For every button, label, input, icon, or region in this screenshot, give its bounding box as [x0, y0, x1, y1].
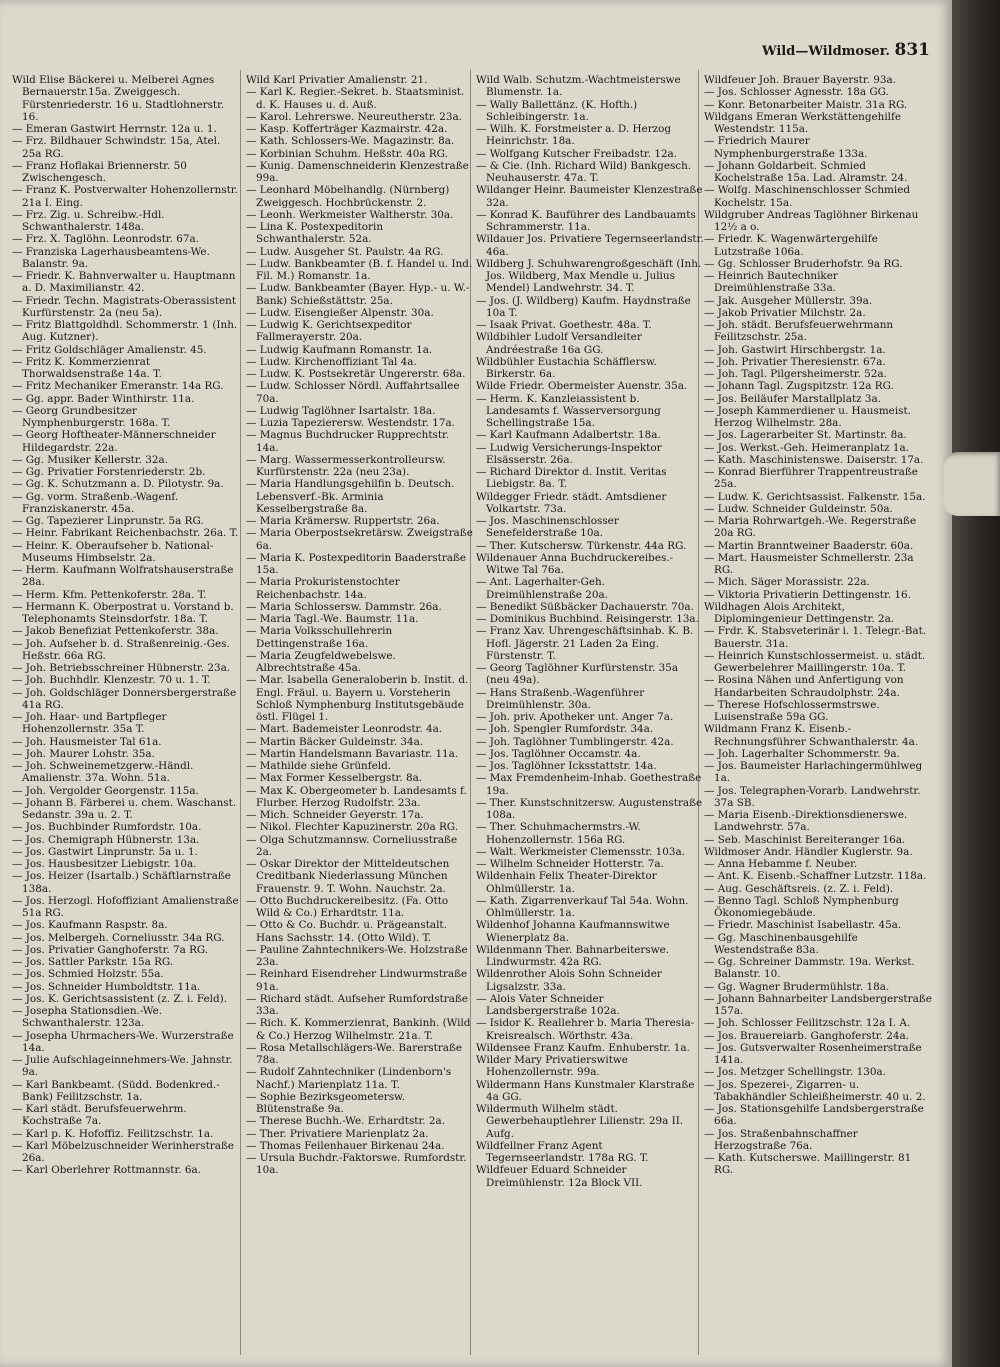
directory-entry: — Frz. Zig. u. Schreibw.-Hdl. Schwanthalerstr. 148a. — [12, 208, 165, 233]
directory-entry: — Frz. X. Taglöhn. Leonrodstr. 67a. — [12, 233, 200, 246]
directory-entry: — Maria Handlungsgehilfin b. Deutsch. Lebensverf.-Bk. Arminia Kesselbergstraße 8a. — [246, 478, 455, 515]
directory-entry: — Leonhard Möbelhandlg. (Nürnberg) Zweiggesch. Hochbrückenstr. 2. — [246, 184, 450, 209]
directory-entry: Wildmoser Andr. Händler Kuglerstr. 9a. — [704, 845, 913, 858]
directory-entry: Wildfeuer Eduard Schneider Dreimühlenstr. 12a Block VII. — [476, 1164, 643, 1189]
directory-entry: — Leonh. Werkmeister Waltherstr. 30a. — [246, 208, 454, 221]
column-divider — [240, 70, 241, 1355]
directory-entry: — Luzia Tapezierersw. Westendstr. 17a. — [246, 417, 455, 429]
directory-entry: — Ludwig Versicherungs-Inspektor Elsässerstr. 26a. — [476, 441, 662, 466]
directory-entry: — Ther. Privatiere Marienplatz 2a. — [246, 1127, 429, 1140]
directory-entry: — Therese Buchh.-We. Erhardtstr. 2a. — [246, 1115, 446, 1128]
directory-entry: Wildenauer Anna Buchdruckereibes.-Witwe Tal 76a. — [476, 551, 674, 576]
directory-entry: — Joh. Tagl. Pilgersheimerstr. 52a. — [704, 368, 887, 380]
directory-entry: — Frz. Bildhauer Schwindstr. 15a, Atel. 25a RG. — [12, 135, 221, 160]
directory-entry: — Georg Taglöhner Kurfürstenstr. 35a (neu 49a). — [476, 662, 679, 687]
directory-entry: — Joh. Taglöhner Tumblingerstr. 42a. — [476, 735, 674, 748]
directory-entry: — Joh. Spengler Rumfordstr. 34a. — [476, 723, 654, 736]
directory-entry: — Viktoria Privatierin Dettingenstr. 16. — [704, 588, 911, 601]
directory-entry: — Johann Goldarbeit. Schmied Kochelstraße 15a. Lad. Alramstr. 24. — [704, 159, 908, 184]
directory-entry: Wildegger Friedr. städt. Amtsdiener Volkartstr. 73a. — [476, 490, 667, 515]
directory-entry: — Joh. Hausmeister Tal 61a. — [12, 735, 162, 748]
directory-entry: — Kunig. Damenschneiderin Klenzestraße 99a. — [246, 159, 469, 184]
directory-entry: — Walt. Werkmeister Clemensstr. 103a. — [476, 845, 685, 858]
directory-entry: — Jos. Heizer (Isartalb.) Schäftlarnstraße 138a. — [12, 870, 231, 895]
directory-entry: — Heinr. Fabrikant Reichenbachstr. 26a. T. — [12, 527, 239, 540]
directory-entry: — Ludw. Ausgeher St. Paulstr. 4a RG. — [246, 245, 444, 258]
directory-entry: — Josepha Stationsdien.-We. Schwanthalerstr. 123a. — [12, 1005, 163, 1030]
page-tab — [942, 452, 1000, 516]
directory-entry: — Joh. städt. Berufsfeuerwehrmann Feilitzschstr. 25a. — [704, 319, 894, 344]
directory-entry: — Jak. Ausgeher Müllerstr. 39a. — [704, 294, 873, 307]
directory-entry: — Therese Hofschlossermstrswe. Luisenstraße 59a GG. — [704, 698, 880, 723]
directory-entry: — Jos. Schmied Holzstr. 55a. — [12, 968, 164, 981]
directory-entry: — Karl Möbelzuschneider Werinherstraße 26a. — [12, 1139, 235, 1164]
directory-entry: Wildermann Hans Kunstmaler Klarstraße 4a GG. — [476, 1078, 695, 1103]
directory-entry: — Richard städt. Aufseher Rumfordstraße 33a. — [246, 992, 469, 1017]
directory-entry: — Ther. Kutschersw. Türkenstr. 44a RG. — [476, 539, 687, 552]
directory-entry: — Wilhelm Schneider Hotterstr. 7a. — [476, 858, 664, 870]
directory-entry: — Joh. Goldschläger Donnersbergerstraße 41a RG. — [12, 686, 237, 711]
directory-entry: — Gg. Schlosser Bruderhofstr. 9a RG. — [704, 257, 903, 270]
directory-entry: Wild Walb. Schutzm.-Wachtmeisterswe Blumenstr. 1a. — [476, 74, 681, 99]
directory-entry: — Josepha Uhrmachers-We. Wurzerstraße 14a. — [12, 1029, 234, 1054]
directory-entry: — Mart. Bademeister Leonrodstr. 4a. — [246, 723, 443, 736]
directory-entry: — Johann Bahnarbeiter Landsbergerstraße 157a. — [704, 992, 932, 1017]
directory-entry: Wildhagen Alois Architekt, Diplomingenieur Dettingenstr. 2a. — [704, 600, 895, 625]
directory-entry: — Konr. Betonarbeiter Maistr. 31a RG. — [704, 98, 908, 111]
directory-entry: — Jos. Straßenbahnschaffner Herzogstraße 76a. — [704, 1127, 858, 1152]
directory-entry: — Jos. Taglöhner Icksstattstr. 14a. — [476, 760, 657, 772]
directory-entry: — Jos. K. Gerichtsassistent (z. Z. i. Feld). — [12, 992, 228, 1005]
directory-entry: — Ludw. Schneider Guldeinstr. 50a. — [704, 502, 893, 515]
directory-entry: — Maria Prokuristenstochter Reichenbachstr. 14a. — [246, 576, 400, 601]
directory-entry: — Mar. Isabella Generaloberin b. Instit. d. Engl. Fräul. u. Bayern u. Vorsteherin Schloß Nymphenburg Institutsgebäude östl. Flügel 1. — [246, 674, 469, 723]
directory-entry: — Thomas Feilenhauer Birkenau 24a. — [246, 1139, 445, 1152]
directory-entry: — Ther. Schuhmachermstrs.-W. Hohenzollernstr. 156a RG. — [476, 821, 641, 846]
directory-entry: — Joseph Kammerdiener u. Hausmeist. Herzog Wilhelmstr. 28a. — [704, 404, 911, 429]
directory-entry: — Jos. Schneider Humboldtstr. 11a. — [12, 980, 201, 993]
directory-entry: — Jos. Maschinenschlosser Senefelderstraße 10a. — [476, 515, 619, 540]
directory-entry: — Friedr. K. Bahnverwalter u. Hauptmann a. D. Maximilianstr. 42. — [12, 270, 236, 295]
directory-entry: — Kath. Kutscherswe. Maillingerstr. 81 RG. — [704, 1152, 912, 1177]
directory-entry: — Ther. Kunstschnitzersw. Augustenstraße 108a. — [476, 796, 703, 821]
directory-entry: — & Cie. (Inh. Richard Wild) Bankgesch. Neuhauserstr. 47a. T. — [476, 159, 692, 184]
directory-entry: — Franz K. Postverwalter Hohenzollernstr. 21a I. Eing. — [12, 184, 238, 209]
column-1 — [12, 74, 240, 1354]
directory-entry: — Jos. Kaufmann Raspstr. 8a. — [12, 919, 168, 932]
directory-entry: — Rosina Nähen und Anfertigung von Handarbeiten Schraudolphstr. 24a. — [704, 674, 904, 699]
directory-entry: — Ludw. K. Gerichtsassist. Falkenstr. 15a. — [704, 490, 926, 503]
running-title: Wild—Wildmoser. — [762, 44, 890, 59]
directory-entry: — Jos. Gastwirt Linprunstr. 5a u. 1. — [12, 845, 198, 858]
column-4 — [704, 74, 932, 1354]
directory-entry: — Ludw. Bankbeamter (Bayer. Hyp.- u. W.-Bank) Schießstättstr. 25a. — [246, 282, 470, 307]
directory-entry: — Maria Krämersw. Ruppertstr. 26a. — [246, 515, 440, 527]
directory-entry: — Gg. Tapezierer Linprunstr. 5a RG. — [12, 515, 204, 527]
directory-entry: — Rosa Metallschlägers-We. Barerstraße 78a. — [246, 1041, 463, 1066]
directory-entry: — Gg. appr. Bader Winthirstr. 11a. — [12, 392, 195, 405]
directory-entry: — Friedr. K. Wagenwärtergehilfe Lutzstraße 106a. — [704, 233, 878, 258]
directory-entry: — Jos. Stationsgehilfe Landsbergerstraße 66a. — [704, 1103, 924, 1128]
directory-entry: — Mich. Schneider Geyerstr. 17a. — [246, 809, 424, 821]
directory-entry: Wildfellner Franz Agent Tegernseerlandstr. 178a RG. T. — [476, 1139, 649, 1164]
directory-entry: Wildenmann Ther. Bahnarbeiterswe. Lindwurmstr. 42a RG. — [476, 943, 670, 968]
directory-entry: — Jakob Privatier Milchstr. 2a. — [704, 306, 866, 319]
directory-entry: — Jos. Melbergeh. Corneliusstr. 34a RG. — [12, 931, 225, 944]
directory-entry: — Kath. Maschinistenswe. Daiserstr. 17a. — [704, 453, 924, 466]
directory-entry: — Jos. Herzogl. Hofoffiziant Amalienstraße 51a RG. — [12, 894, 239, 919]
directory-entry: — Heinrich Kunstschlossermeist. u. städt. Gewerbelehrer Maillingerstr. 10a. T. — [704, 649, 926, 674]
directory-entry: — Ludw. Schlosser Nördl. Auffahrtsallee 70a. — [246, 380, 460, 405]
directory-entry: — Jos. Sattler Parkstr. 15a RG. — [12, 956, 174, 968]
directory-entry: — Seb. Maschinist Bereiteranger 16a. — [704, 833, 906, 846]
directory-entry: — Friedr. Techn. Magistrats-Oberassistent Kurfürstenstr. 2a (neu 5a). — [12, 294, 236, 319]
directory-entry: — Jos. Telegraphen-Vorarb. Landwehrstr. 37a SB. — [704, 784, 921, 809]
directory-entry: — Wilh. K. Forstmeister a. D. Herzog Heinrichstr. 18a. — [476, 123, 672, 148]
directory-entry: — Jos. Buchbinder Rumfordstr. 10a. — [12, 821, 202, 834]
directory-entry: — Kasp. Kofferträger Kazmairstr. 42a. — [246, 123, 448, 135]
directory-entry: — Ludwig Taglöhner Isartalstr. 18a. — [246, 404, 436, 417]
directory-entry: Wildberg J. Schuhwarengroßgeschäft (Inh. Jos. Wildberg, Max Mendle u. Julius Mendel) Landwehrstr. 34. T. — [476, 257, 702, 295]
directory-entry: — Nikol. Flechter Kapuzinerstr. 20a RG. — [246, 821, 458, 834]
directory-entry: — Jos. Lagerarbeiter St. Martinstr. 8a. — [704, 429, 907, 442]
directory-entry: — Heinrich Bautechniker Dreimühlenstraße 33a. — [704, 270, 838, 295]
directory-entry: — Lina K. Postexpeditorin Schwanthalerstr. 52a. — [246, 221, 384, 246]
directory-entry: — Fritz K. Kommerzienrat Thorwaldsenstraße 14a. T. — [12, 355, 162, 380]
directory-entry: — Jakob Benefiziat Pettenkoferstr. 38a. — [12, 625, 219, 638]
directory-entry: — Hermann K. Oberpostrat u. Vorstand b. Telephonamts Steinsdorfstr. 18a. T. — [12, 600, 234, 625]
directory-entry: Wildauer Jos. Privatiere Tegernseerlandstr. 46a. — [476, 233, 704, 258]
directory-entry: — Max K. Obergeometer b. Landesamts f. Flurber. Herzog Rudolfstr. 23a. — [246, 784, 467, 809]
directory-entry: Wildbühler Eustachia Schäfflersw. Birkerstr. 6a. — [476, 355, 657, 380]
directory-entry: — Karol. Lehrerswe. Neureutherstr. 23a. — [246, 110, 462, 123]
directory-entry: Wildenhain Felix Theater-Direktor Ohlmüllerstr. 1a. — [476, 870, 657, 895]
page-header — [700, 38, 930, 64]
directory-entry: — Joh. Privatier Theresienstr. 67a. — [704, 355, 886, 368]
directory-entry: — Joh. Aufseher b. d. Straßenreinig.-Ges. Heßstr. 66a RG. — [12, 637, 230, 662]
directory-entry: Wild Elise Bäckerei u. Melberei Agnes Bernauerstr.15a. Zweiggesch. Fürstenriederstr. 16 u. Stadtlohnerstr. 16. — [12, 74, 225, 123]
directory-entry: — Reinhard Eisendreher Lindwurmstraße 91a. — [246, 968, 468, 993]
directory-entry: — Mich. Säger Morassistr. 22a. — [704, 576, 870, 589]
directory-entry: — Magnus Buchdrucker Rupprechtstr. 14a. — [246, 429, 450, 454]
directory-entry: — Johann B. Färberei u. chem. Waschanst. Sedanstr. 39a u. 2. T. — [12, 796, 237, 821]
directory-entry: — Otto & Co. Buchdr. u. Prägeanstalt. Hans Sachsstr. 14. (Otto Wild). T. — [246, 919, 447, 944]
directory-entry: — Gg. Privatier Forstenriederstr. 2b. — [12, 466, 206, 478]
directory-entry: — Ant. Lagerhalter-Geh. Dreimühlenstraße 20a. — [476, 576, 608, 601]
directory-entry: — Karl Bankbeamt. (Südd. Bodenkred.-Bank) Feilitzschstr. 1a. — [12, 1078, 220, 1103]
directory-entry: — Karl K. Regier.-Sekret. b. Staatsminist. d. K. Hauses u. d. Auß. — [246, 86, 465, 111]
directory-entry: — Otto Buchdruckereibesitz. (Fa. Otto Wild & Co.) Erhardtstr. 11a. — [246, 894, 449, 919]
directory-entry: — Maria Volksschullehrerin Dettingenstraße 16a. — [246, 625, 393, 650]
directory-entry: — Benedikt Süßbäcker Dachauerstr. 70a. — [476, 600, 694, 613]
directory-entry: — Isidor K. Reallehrer b. Maria Theresia-Kreisrealsch. Wörthstr. 43a. — [476, 1017, 695, 1042]
directory-entry: — Konrad K. Bauführer des Landbauamts Schrammerstr. 11a. — [476, 208, 696, 233]
directory-entry: Wildgruber Andreas Taglöhner Birkenau 12½ a o. — [704, 208, 919, 233]
directory-entry: — Rich. K. Kommerzienrat, Bankinh. (Wild & Co.) Herzog Wilhelmstr. 21a. T. — [246, 1017, 471, 1042]
directory-entry: — Jos. Metzger Schellingstr. 130a. — [704, 1066, 886, 1079]
directory-entry: — Wolfgang Kutscher Freibadstr. 12a. — [476, 147, 678, 160]
directory-entry: — Wolfg. Maschinenschlosser Schmied Kochelstr. 15a. — [704, 184, 910, 209]
directory-entry: — Ludw. K. Postsekretär Ungererstr. 68a. — [246, 368, 466, 380]
directory-entry: — Herm. Kfm. Pettenkoferstr. 28a. T. — [12, 588, 207, 601]
directory-entry: — Herm. K. Kanzleiassistent b. Landesamts f. Wasserversorgung Schellingstraße 15a. — [476, 392, 661, 429]
directory-entry: — Maria Eisenb.-Direktionsdienerswe. Landwehrstr. 57a. — [704, 809, 908, 834]
directory-entry: Wildensee Franz Kaufm. Enhuberstr. 1a. — [476, 1041, 690, 1054]
directory-entry: — Joh. Haar- und Bartpfleger Hohenzollernstr. 35a T. — [12, 711, 167, 736]
directory-entry: — Karl p. K. Hofoffiz. Feilitzschstr. 1a. — [12, 1127, 214, 1140]
directory-entry: — Sophie Bezirksgeometersw. Blütenstraße 9a. — [246, 1090, 406, 1115]
directory-entry: — Joh. Lagerhalter Schommerstr. 9a. — [704, 747, 900, 760]
directory-entry: — Heinr. K. Oberaufseher b. National-Museums Himbselstr. 2a. — [12, 539, 214, 564]
directory-entry: — Friedrich Maurer Nymphenburgerstraße 133a. — [704, 135, 868, 160]
directory-entry: — Jos. Brauereiarb. Ganghoferstr. 24a. — [704, 1029, 909, 1042]
directory-entry: — Joh. Schlosser Feilitzschstr. 12a I. A. — [704, 1017, 911, 1030]
directory-entry: — Franziska Lagerhausbeamtens-We. Balanstr. 9a. — [12, 245, 210, 270]
directory-entry: — Richard Direktor d. Instit. Veritas Liebigstr. 8a. T. — [476, 466, 667, 491]
directory-entry: — Joh. Maurer Lohstr. 35a. — [12, 747, 155, 760]
directory-entry: — Martin Handelsmann Bavariastr. 11a. — [246, 747, 459, 760]
directory-entry: — Franz Hoflakai Briennerstr. 50 Zwischengesch. — [12, 159, 187, 184]
directory-entry: — Isaak Privat. Goethestr. 48a. T. — [476, 319, 652, 331]
directory-entry: — Gg. Schreiner Dammstr. 19a. Werkst. Balanstr. 10. — [704, 956, 915, 981]
directory-entry: — Hans Straßenb.-Wagenführer Dreimühlenstr. 30a. — [476, 686, 645, 711]
column-2 — [246, 74, 474, 1354]
directory-entry: — Jos. Beiläufer Marstallplatz 3a. — [704, 392, 882, 405]
directory-entry: — Benno Tagl. Schloß Nymphenburg Ökonomiegebäude. — [704, 894, 899, 919]
directory-entry: — Jos. Privatier Ganghoferstr. 7a RG. — [12, 943, 209, 956]
directory-entry: — Dominikus Buchbind. Reisingerstr. 13a. — [476, 613, 699, 625]
directory-entry: — Jos. Spezerei-, Zigarren- u. Tabakhändler Schleißheimerstr. 40 u. 2. — [704, 1078, 926, 1103]
directory-entry: — Jos. Hausbesitzer Liebigstr. 10a. — [12, 858, 197, 870]
directory-entry: Wild Karl Privatier Amalienstr. 21. — [246, 74, 428, 86]
directory-entry: — Fritz Blattgoldhdl. Schommerstr. 1 (Inh. Aug. Kutzner). — [12, 319, 238, 344]
directory-entry: — Maria Rohrwartgeh.-We. Regerstraße 20a RG. — [704, 515, 917, 540]
directory-entry: Wildbihler Ludolf Versandleiter Andréestraße 16a GG. — [476, 331, 642, 356]
directory-entry: — Jos. Gutsverwalter Rosenheimerstraße 141a. — [704, 1041, 922, 1066]
directory-entry: — Marg. Wassermesserkontrolleursw. Kurfürstenstr. 22a (neu 23a). — [246, 453, 446, 478]
book-edge — [952, 0, 1000, 1367]
directory-entry: — Kath. Schlossers-We. Magazinstr. 8a. — [246, 135, 455, 148]
directory-entry: — Emeran Gastwirt Herrnstr. 12a u. 1. — [12, 123, 217, 135]
directory-entry: — Ludwig K. Gerichtsexpeditor Fallmerayerstr. 20a. — [246, 319, 412, 344]
directory-entry: — Karl städt. Berufsfeuerwehrm. Kochstraße 7a. — [12, 1103, 187, 1128]
directory-entry: — Ursula Buchdr.-Faktorswe. Rumfordstr. 10a. — [246, 1152, 467, 1177]
directory-entry: — Mathilde siehe Grünfeld. — [246, 760, 392, 772]
directory-entry: — Georg Hoftheater-Männerschneider Hildegardstr. 22a. — [12, 429, 216, 454]
directory-entry: — Joh. Betriebsschreiner Hübnerstr. 23a. — [12, 662, 231, 674]
directory-entry: — Ant. K. Eisenb.-Schaffner Lutzstr. 118a. — [704, 870, 927, 883]
directory-entry: — Olga Schutzmannsw. Corneliusstraße 2a. — [246, 833, 458, 858]
directory-entry: — Anna Hebamme f. Neuber. — [704, 858, 858, 870]
directory-entry: — Ludw. Kirchenoffiziant Tal 4a. — [246, 355, 417, 368]
directory-entry: — Gg. vorm. Straßenb.-Wagenf. Franziskanerstr. 45a. — [12, 490, 179, 515]
directory-entry: — Gg. Musiker Kellerstr. 32a. — [12, 453, 169, 466]
directory-entry: — Fritz Goldschläger Amalienstr. 45. — [12, 343, 207, 356]
directory-entry: Wildmann Franz K. Eisenb.-Rechnungsführer Schwanthalerstr. 4a. — [704, 723, 919, 748]
directory-entry: — Julie Aufschlageinnehmers-We. Jahnstr. 9a. — [12, 1054, 233, 1079]
directory-entry: — Ludw. Bankbeamter (B. f. Handel u. Ind. Fil. M.) Romanstr. 1a. — [246, 257, 473, 282]
directory-entry: — Jos. Baumeister Harlachingermühlweg 1a. — [704, 760, 923, 785]
directory-entry: — Jos. Chemigraph Hübnerstr. 13a. — [12, 833, 200, 846]
directory-entry: — Martin Branntweiner Baaderstr. 60a. — [704, 539, 914, 552]
directory-entry: Wildgans Emeran Werkstättengehilfe Westendstr. 115a. — [704, 110, 901, 135]
directory-entry: — Georg Grundbesitzer Nymphenburgerstr. 168a. T. — [12, 404, 171, 429]
directory-entry: — Maria Zeugfeldwebelswe. Albrechtstraße 45a. — [246, 649, 396, 674]
directory-entry: — Ludwig Kaufmann Romanstr. 1a. — [246, 343, 433, 356]
directory-entry: — Maria Oberpostsekretärsw. Zweigstraße 6a. — [246, 527, 473, 552]
directory-entry: — Pauline Zahntechnikers-We. Holzstraße 23a. — [246, 943, 468, 968]
directory-entry: — Herm. Kaufmann Wolfratshauserstraße 28a. — [12, 564, 234, 589]
directory-entry: — Joh. Gastwirt Hirschbergstr. 1a. — [704, 343, 886, 356]
directory-entry: Wildermuth Wilhelm städt. Gewerbehauptlehrer Lilienstr. 29a II. Aufg. — [476, 1103, 684, 1140]
directory-entry: — Fritz Mechaniker Emeranstr. 14a RG. — [12, 380, 224, 393]
directory-entry: Wilde Friedr. Obermeister Auenstr. 35a. — [476, 380, 688, 393]
directory-entry: Wilder Mary Privatierswitwe Hohenzollernstr. 99a. — [476, 1054, 628, 1079]
directory-entry: — Max Fremdenheim-Inhab. Goethestraße 19a. — [476, 772, 702, 797]
directory-entry: — Frdr. K. Stabsveterinär i. 1. Telegr.-Bat. Bauerstr. 31a. — [704, 625, 927, 650]
directory-entry: — Alois Vater Schneider Landsbergerstraße 102a. — [476, 992, 620, 1017]
directory-entry: — Friedr. Maschinist Isabellastr. 45a. — [704, 919, 902, 932]
page-number: 831 — [894, 40, 930, 60]
directory-entry: — Gg. K. Schutzmann a. D. Pilotystr. 9a. — [12, 478, 224, 491]
directory-entry: — Wally Ballettänz. (K. Hofth.) Schleibingerstr. 1a. — [476, 98, 638, 123]
directory-entry: — Joh. Buchhdlr. Klenzestr. 70 u. 1. T. — [12, 674, 211, 687]
directory-entry: — Franz Xav. Uhrengeschäftsinhab. K. B. Hofl. Jägerstr. 21 Laden 2a Eing. Fürstenstr. T. — [476, 625, 694, 662]
directory-entry: — Aug. Geschäftsreis. (z. Z. i. Feld). — [704, 882, 894, 895]
directory-entry: — Gg. Maschinenbausgehilfe Westendstraße 83a. — [704, 931, 858, 956]
directory-entry: — Jos. Schlosser Agnesstr. 18a GG. — [704, 86, 889, 99]
directory-entry: — Maria Tagl.-We. Baumstr. 11a. — [246, 613, 419, 625]
directory-entry: Wildenrother Alois Sohn Schneider Ligsalzstr. 33a. — [476, 968, 662, 993]
directory-entry: — Jos. Werkst.-Geh. Heimeranplatz 1a. — [704, 441, 909, 454]
directory-entry: — Jos. Taglöhner Occamstr. 4a. — [476, 747, 641, 760]
directory-entry: — Karl Kaufmann Adalbertstr. 18a. — [476, 429, 661, 442]
directory-entry: — Oskar Direktor der Mitteldeutschen Creditbank Niederlassung München Frauenstr. 9. T. Wohn. Nauchstr. 2a. — [246, 858, 450, 895]
directory-entry: — Maria Schlossersw. Dammstr. 26a. — [246, 600, 442, 613]
directory-entry: Wildanger Heinr. Baumeister Klenzestraße 32a. — [476, 184, 703, 209]
directory-entry: — Gg. Wagner Brudermühlstr. 18a. — [704, 980, 890, 993]
directory-entry: — Kath. Zigarrenverkauf Tal 54a. Wohn. Ohlmüllerstr. 1a. — [476, 894, 689, 919]
directory-entry: — Rudolf Zahntechniker (Lindenborn's Nachf.) Marienplatz 11a. T. — [246, 1066, 452, 1091]
directory-entry: — Maria K. Postexpeditorin Baaderstraße 15a. — [246, 551, 467, 576]
directory-entry: — Johann Tagl. Zugspitzstr. 12a RG. — [704, 380, 894, 393]
directory-entry: — Mart. Hausmeister Schmellerstr. 23a RG. — [704, 551, 914, 576]
column-3 — [476, 74, 704, 1354]
directory-entry: — Karl Oberlehrer Rottmannstr. 6a. — [12, 1164, 201, 1177]
directory-entry: — Ludw. Eisengießer Alpenstr. 30a. — [246, 306, 434, 319]
directory-entry: — Joh. Vergolder Georgenstr. 115a. — [12, 784, 199, 797]
directory-entry: — Max Former Kesselbergstr. 8a. — [246, 772, 423, 785]
directory-entry: Wildenhof Johanna Kaufmannswitwe Wienerplatz 8a. — [476, 919, 670, 944]
directory-entry: — Joh. priv. Apotheker unt. Anger 7a. — [476, 711, 674, 723]
directory-entry: Wildfeuer Joh. Brauer Bayerstr. 93a. — [704, 74, 897, 86]
directory-entry: — Joh. Schweinemetzgerw.-Händl. Amalienstr. 37a. Wohn. 51a. — [12, 760, 194, 785]
directory-entry: — Konrad Bierführer Trappentreustraße 25a. — [704, 466, 918, 491]
directory-entry: — Korbinian Schuhm. Heßstr. 40a RG. — [246, 147, 448, 160]
directory-entry: — Martin Bäcker Guldeinstr. 34a. — [246, 735, 424, 748]
directory-entry: — Jos. (J. Wildberg) Kaufm. Haydnstraße 10a T. — [476, 294, 691, 319]
